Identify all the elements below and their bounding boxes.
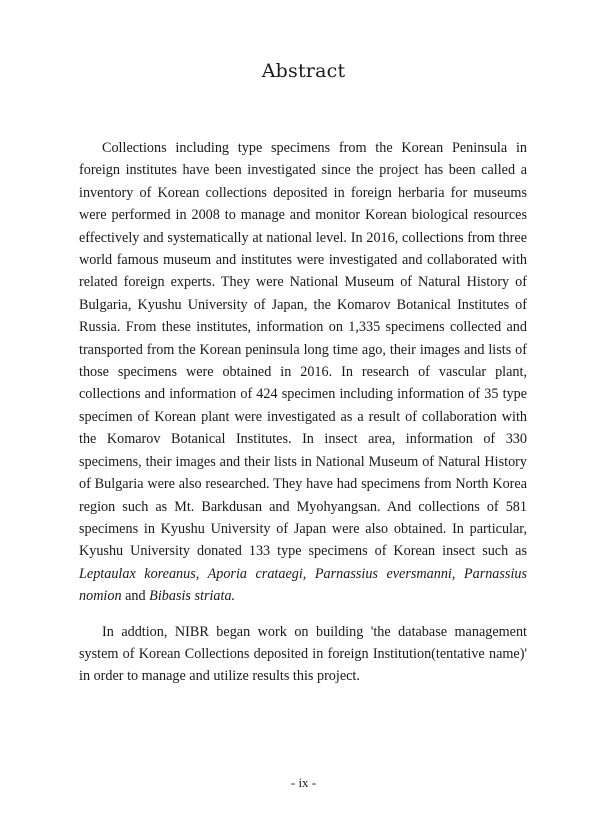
page-number: - ix - xyxy=(290,775,317,790)
species-names: Leptaulax koreanus, Aporia crataegi, Parnassius eversmanni, Parnassius nomion xyxy=(79,565,527,605)
paragraph-text: Collections including type specimens from the Korean Peninsula in foreign institutes have been investigated since the project has been called a inventory of Korean collections deposited in foreign herbaria for museums were performed in 2008 to manage and monitor Korean biological resources effectively and systematically at national level. In 2016, collections from three world famous museum and institutes were investigated and collaborated with related foreign experts. They were National Museum of Natural History of Bulgaria, Kyushu University of Japan, the Komarov Botanical Institutes of Russia. From these institutes, information on 1,335 specimens collected and transported from the Korean peninsula long time ago, their images and lists of those specimens were obtained in 2016. In research of vascular plant, collections and information of 424 specimen including information of 35 type specimen of Korean plant were investigated as a result of collaboration with the Komarov Botanical Institutes. In insect area, information of 330 specimens, their images and their lists in National Museum of Natural History of Bulgaria were also researched. They have had specimens from North Korea region such as Mt. Barkdusan and Myohyangsan. And collections of 581 specimens in Kyushu University of Japan were also obtained. In particular, Kyushu University donated 133 type specimens of Korean insect such as xyxy=(79,140,527,560)
conjunction-text: and xyxy=(121,588,150,605)
page-title: Abstract xyxy=(261,60,346,82)
abstract-body xyxy=(79,137,527,688)
abstract-paragraph-1 xyxy=(79,137,527,608)
abstract-paragraph-2: In addtion, NIBR began work on building 'the database management system of Korean Collections deposited in foreign Institution(tentative name)' in order to manage and utilize results this project. xyxy=(79,623,527,685)
species-name-last: Bibasis striata. xyxy=(149,588,236,605)
